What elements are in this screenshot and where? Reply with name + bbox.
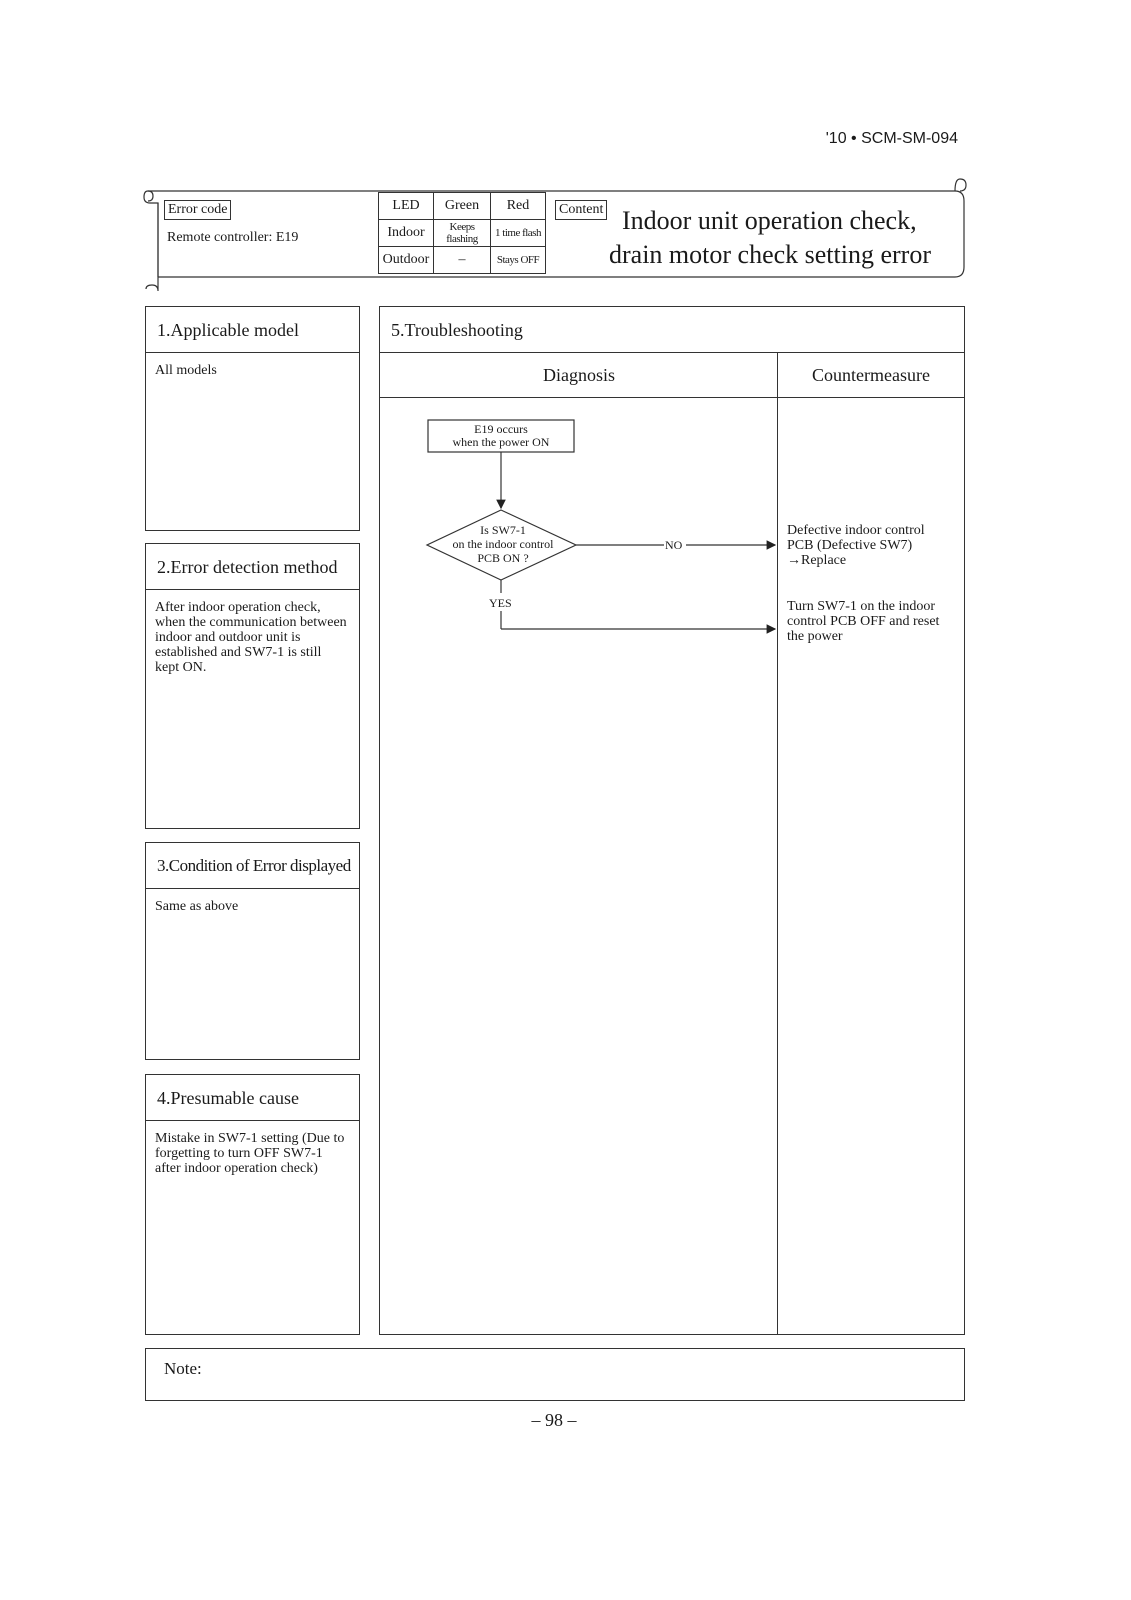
- troubleshooting-title: 5.Troubleshooting: [391, 320, 523, 340]
- cm-yes-line2: control PCB OFF and reset: [787, 614, 940, 629]
- cm-no-line3: →Replace: [787, 553, 847, 568]
- condition-body: Same as above: [155, 899, 239, 914]
- decision-line1: Is SW7-1: [480, 523, 526, 537]
- presumable-cause-body: Mistake in SW7-1 setting (Due to forgetting to turn OFF SW7-1 after indoor operation check): [155, 1131, 345, 1176]
- applicable-model-body: All models: [155, 363, 217, 378]
- led-indoor-green: Keeps flashing: [434, 220, 491, 247]
- no-label: NO: [665, 538, 683, 552]
- start-box-text: [428, 423, 574, 449]
- led-head-led: LED: [379, 193, 434, 220]
- error-code-label: Error code: [164, 200, 231, 220]
- yes-label: YES: [489, 596, 512, 610]
- start-line2: when the power ON: [452, 435, 550, 449]
- section-presumable-cause: [145, 1074, 360, 1335]
- content-title-line2: drain motor check setting error: [609, 240, 931, 269]
- led-outdoor-red: Stays OFF: [491, 247, 546, 274]
- led-head-red: Red: [491, 193, 546, 220]
- led-row-indoor-label: Indoor: [379, 220, 434, 247]
- countermeasure-header: Countermeasure: [812, 365, 930, 385]
- error-detection-body: After indoor operation check, when the communication between indoor and outdoor unit is established and SW7-1 is still kept ON.: [155, 600, 347, 675]
- cm-no-line2: PCB (Defective SW7): [787, 538, 913, 553]
- led-indoor-red: 1 time flash: [491, 220, 546, 247]
- led-row-outdoor-label: Outdoor: [379, 247, 434, 274]
- remote-controller-code: Remote controller: E19: [167, 230, 299, 245]
- decision-line3: PCB ON ?: [477, 551, 529, 565]
- error-detection-title: 2.Error detection method: [157, 557, 338, 577]
- countermeasure-yes: [787, 599, 939, 644]
- cm-yes-line1: Turn SW7-1 on the indoor: [787, 599, 936, 614]
- section-error-detection: [145, 543, 360, 829]
- countermeasure-no: [787, 523, 925, 568]
- decision-line2: on the indoor control: [452, 537, 554, 551]
- cm-no-line1: Defective indoor control: [787, 523, 925, 538]
- condition-title: 3.Condition of Error displayed: [157, 856, 351, 875]
- applicable-model-title: 1.Applicable model: [157, 320, 299, 340]
- start-line1: E19 occurs: [474, 422, 528, 436]
- led-table: [378, 192, 546, 274]
- content-label: Content: [555, 200, 607, 220]
- content-title-line1: Indoor unit operation check,: [622, 206, 917, 235]
- document-code: '10 • SCM-SM-094: [825, 130, 958, 147]
- note-box: [145, 1348, 965, 1401]
- decision-text: [428, 523, 578, 565]
- note-label: Note:: [164, 1359, 202, 1378]
- led-outdoor-green: –: [434, 247, 491, 274]
- cm-yes-line3: the power: [787, 629, 843, 644]
- section-condition-displayed: [145, 842, 360, 1060]
- led-head-green: Green: [434, 193, 491, 220]
- page-number: – 98 –: [531, 1410, 577, 1430]
- presumable-cause-title: 4.Presumable cause: [157, 1088, 299, 1108]
- section-applicable-model: [145, 306, 360, 531]
- diagnosis-header: Diagnosis: [543, 365, 615, 385]
